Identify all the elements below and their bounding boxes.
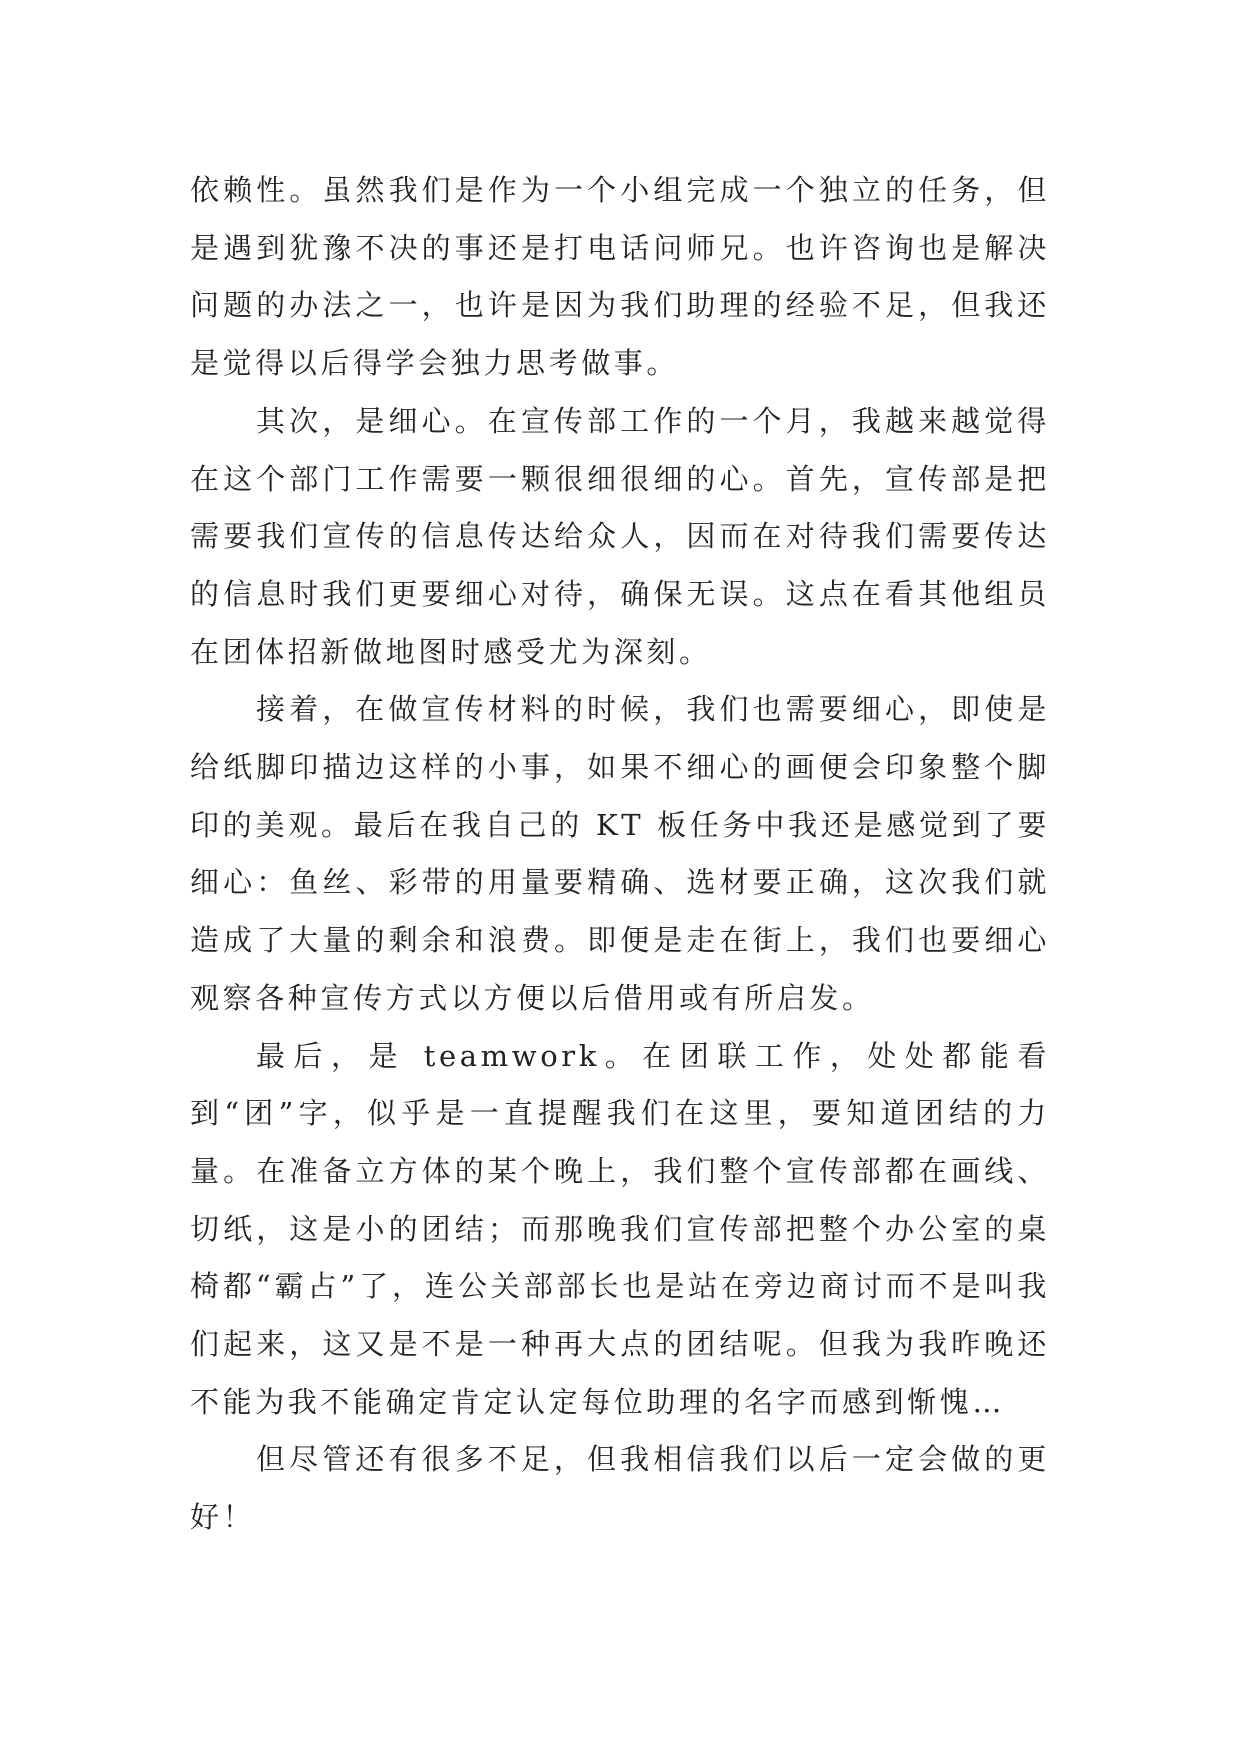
paragraph-4: 最后，是 teamwork。在团联工作，处处都能看到“团”字，似乎是一直提醒我们在这里，要知道团结的力量。在准备立方体的某个晚上，我们整个宣传部都在画线、切纸，这是小的团结；而那晚我们宣传部把整个办公室的桌椅都“霸占”了，连公关部部长也是站在旁边商讨而不是叫我们起来，这又是不是一种再大点的团结呢。但我为我昨晚还不能为我不能确定肯定认定每位助理的名字而感到惭愧… bbox=[190, 1038, 1050, 1419]
paragraph-2: 其次，是细心。在宣传部工作的一个月，我越来越觉得在这个部门工作需要一颗很细很细的心。首先，宣传部是把需要我们宣传的信息传达给众人，因而在对待我们需要传达的信息时我们更要细心对待，确保无误。这点在看其他组员在团体招新做地图时感受尤为深刻。 bbox=[190, 403, 1050, 669]
paragraph-1: 依赖性。虽然我们是作为一个小组完成一个独立的任务，但是遇到犹豫不决的事还是打电话问师兄。也许咨询也是解决问题的办法之一，也许是因为我们助理的经验不足，但我还是觉得以后得学会独力思考做事。 bbox=[190, 173, 1050, 381]
document-body bbox=[190, 162, 1050, 1547]
paragraph-3: 接着，在做宣传材料的时候，我们也需要细心，即使是给纸脚印描边这样的小事，如果不细心的画便会印象整个脚印的美观。最后在我自己的 KT 板任务中我还是感觉到了要细心：鱼丝、彩带的用量要精确、选材要正确，这次我们就造成了大量的剩余和浪费。即便是走在街上，我们也要细心观察各种宣传方式以方便以后借用或有所启发。 bbox=[190, 692, 1050, 1015]
paragraph-5: 但尽管还有很多不足，但我相信我们以后一定会做的更好！ bbox=[190, 1442, 1050, 1535]
